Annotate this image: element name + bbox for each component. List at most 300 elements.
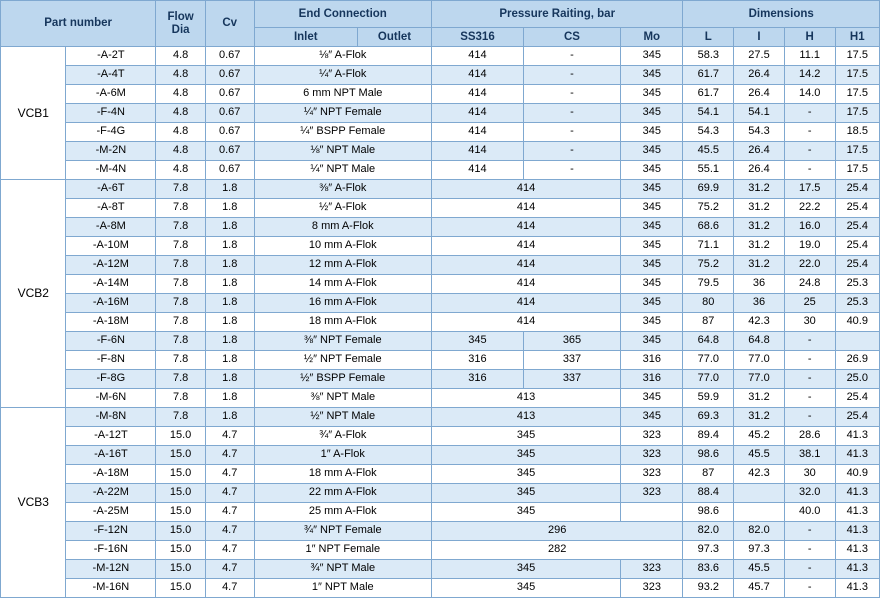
cell-dim-i: 31.2 bbox=[734, 180, 785, 199]
cell-dim-h1: 25.3 bbox=[835, 275, 879, 294]
cell-dim-h: - bbox=[784, 351, 835, 370]
cell-dim-i: 77.0 bbox=[734, 370, 785, 389]
cell-dim-h: 32.0 bbox=[784, 484, 835, 503]
header-cv: Cv bbox=[205, 1, 254, 47]
cell-dim-h: 14.0 bbox=[784, 85, 835, 104]
cell-part-number: -M-6N bbox=[66, 389, 156, 408]
cell-dim-l: 45.5 bbox=[683, 142, 734, 161]
cell-part-number: -A-8T bbox=[66, 199, 156, 218]
cell-dim-i: 82.0 bbox=[734, 522, 785, 541]
cell-inlet: ½″ NPT Male bbox=[254, 408, 431, 427]
cell-dim-l: 58.3 bbox=[683, 47, 734, 66]
cell-dim-l: 93.2 bbox=[683, 579, 734, 598]
cell-dim-i: 31.2 bbox=[734, 408, 785, 427]
table-row bbox=[1, 503, 880, 522]
cell-dim-h1: 17.5 bbox=[835, 47, 879, 66]
header-dim-l: L bbox=[683, 28, 734, 47]
cell-pressure-mo: 316 bbox=[621, 351, 683, 370]
cell-dim-h: - bbox=[784, 332, 835, 351]
cell-pressure-cs: - bbox=[523, 161, 620, 180]
header-outlet: Outlet bbox=[358, 28, 432, 47]
cell-pressure-ss316-cs: 414 bbox=[432, 275, 621, 294]
cell-dim-h1: 41.3 bbox=[835, 579, 879, 598]
cell-dim-i bbox=[734, 503, 785, 522]
header-cs: CS bbox=[523, 28, 620, 47]
cell-pressure-mo: 345 bbox=[621, 275, 683, 294]
cell-cv: 1.8 bbox=[205, 218, 254, 237]
cell-flow-dia: 15.0 bbox=[156, 427, 206, 446]
cell-flow-dia: 15.0 bbox=[156, 446, 206, 465]
cell-dim-i: 54.3 bbox=[734, 123, 785, 142]
cell-flow-dia: 4.8 bbox=[156, 123, 206, 142]
cell-pressure-mo: 345 bbox=[621, 123, 683, 142]
cell-pressure-cs: 365 bbox=[523, 332, 620, 351]
cell-part-number: -A-14M bbox=[66, 275, 156, 294]
cell-dim-h1: 41.3 bbox=[835, 446, 879, 465]
cell-dim-h1: 25.4 bbox=[835, 218, 879, 237]
cell-pressure-mo: 316 bbox=[621, 370, 683, 389]
cell-cv: 0.67 bbox=[205, 85, 254, 104]
cell-dim-h1 bbox=[835, 332, 879, 351]
cell-dim-h: 40.0 bbox=[784, 503, 835, 522]
cell-dim-h: - bbox=[784, 370, 835, 389]
cell-pressure-ss316-cs: 345 bbox=[432, 465, 621, 484]
cell-cv: 0.67 bbox=[205, 123, 254, 142]
cell-cv: 1.8 bbox=[205, 256, 254, 275]
table-row bbox=[1, 370, 880, 389]
cell-part-number: -F-6N bbox=[66, 332, 156, 351]
cell-dim-h1: 25.4 bbox=[835, 256, 879, 275]
cell-inlet: ¼″ A-Flok bbox=[254, 66, 431, 85]
cell-inlet: ¼″ NPT Male bbox=[254, 161, 431, 180]
cell-dim-h1: 25.4 bbox=[835, 180, 879, 199]
cell-flow-dia: 4.8 bbox=[156, 66, 206, 85]
cell-dim-h: - bbox=[784, 104, 835, 123]
cell-dim-h1: 26.9 bbox=[835, 351, 879, 370]
cell-inlet: 18 mm A-Flok bbox=[254, 465, 431, 484]
cell-dim-i: 31.2 bbox=[734, 237, 785, 256]
cell-flow-dia: 4.8 bbox=[156, 47, 206, 66]
cell-inlet: ½″ NPT Female bbox=[254, 351, 431, 370]
cell-dim-i: 36 bbox=[734, 275, 785, 294]
cell-part-number: -A-4T bbox=[66, 66, 156, 85]
cell-inlet: ¾″ NPT Male bbox=[254, 560, 431, 579]
cell-cv: 0.67 bbox=[205, 66, 254, 85]
cell-dim-l: 88.4 bbox=[683, 484, 734, 503]
cell-part-number: -F-8N bbox=[66, 351, 156, 370]
header-part-number: Part number bbox=[1, 1, 156, 47]
cell-dim-h: 38.1 bbox=[784, 446, 835, 465]
cell-pressure-mo bbox=[621, 503, 683, 522]
cell-dim-h: - bbox=[784, 579, 835, 598]
cell-dim-l: 80 bbox=[683, 294, 734, 313]
cell-pressure-ss316-cs: 345 bbox=[432, 446, 621, 465]
table-row bbox=[1, 104, 880, 123]
cell-dim-h1: 17.5 bbox=[835, 161, 879, 180]
header-dim-i: I bbox=[734, 28, 785, 47]
cell-cv: 4.7 bbox=[205, 560, 254, 579]
cell-dim-i: 45.5 bbox=[734, 446, 785, 465]
table-row bbox=[1, 332, 880, 351]
cell-dim-h: 19.0 bbox=[784, 237, 835, 256]
cell-pressure-mo: 345 bbox=[621, 256, 683, 275]
cell-cv: 1.8 bbox=[205, 351, 254, 370]
cell-dim-i bbox=[734, 484, 785, 503]
cell-inlet: ⅛″ A-Flok bbox=[254, 47, 431, 66]
cell-pressure-mo: 323 bbox=[621, 446, 683, 465]
cell-pressure-ss316: 414 bbox=[432, 161, 524, 180]
cell-dim-h1: 25.4 bbox=[835, 408, 879, 427]
cell-flow-dia: 7.8 bbox=[156, 389, 206, 408]
cell-dim-h: 11.1 bbox=[784, 47, 835, 66]
cell-part-number: -A-6T bbox=[66, 180, 156, 199]
cell-pressure-ss316-cs: 345 bbox=[432, 427, 621, 446]
cell-dim-h: - bbox=[784, 541, 835, 560]
header-mo: Mo bbox=[621, 28, 683, 47]
cell-pressure-cs: - bbox=[523, 85, 620, 104]
cell-dim-h1: 25.0 bbox=[835, 370, 879, 389]
cell-flow-dia: 15.0 bbox=[156, 484, 206, 503]
cell-dim-l: 54.1 bbox=[683, 104, 734, 123]
cell-part-number: -M-2N bbox=[66, 142, 156, 161]
cell-inlet: ¼″ BSPP Female bbox=[254, 123, 431, 142]
cell-dim-l: 75.2 bbox=[683, 256, 734, 275]
cell-dim-i: 27.5 bbox=[734, 47, 785, 66]
cell-inlet: ⅜″ NPT Male bbox=[254, 389, 431, 408]
cell-pressure-ss316: 414 bbox=[432, 66, 524, 85]
cell-flow-dia: 4.8 bbox=[156, 142, 206, 161]
cell-inlet: ¼″ NPT Female bbox=[254, 104, 431, 123]
cell-pressure-mo: 345 bbox=[621, 47, 683, 66]
cell-cv: 1.8 bbox=[205, 370, 254, 389]
cell-dim-h1: 41.3 bbox=[835, 560, 879, 579]
table-body bbox=[1, 47, 880, 598]
cell-part-number: -M-16N bbox=[66, 579, 156, 598]
cell-cv: 0.67 bbox=[205, 47, 254, 66]
cell-dim-i: 45.5 bbox=[734, 560, 785, 579]
cell-part-number: -A-16M bbox=[66, 294, 156, 313]
cell-inlet: 18 mm A-Flok bbox=[254, 313, 431, 332]
cell-pressure-cs: 337 bbox=[523, 370, 620, 389]
cell-dim-l: 69.3 bbox=[683, 408, 734, 427]
cell-part-number: -A-2T bbox=[66, 47, 156, 66]
cell-dim-h: - bbox=[784, 522, 835, 541]
cell-pressure-ss316: 414 bbox=[432, 47, 524, 66]
cell-inlet: 25 mm A-Flok bbox=[254, 503, 431, 522]
cell-flow-dia: 4.8 bbox=[156, 161, 206, 180]
cell-flow-dia: 15.0 bbox=[156, 560, 206, 579]
cell-cv: 4.7 bbox=[205, 579, 254, 598]
cell-part-number: -A-8M bbox=[66, 218, 156, 237]
table-row bbox=[1, 275, 880, 294]
cell-flow-dia: 7.8 bbox=[156, 351, 206, 370]
cell-inlet: ⅜″ A-Flok bbox=[254, 180, 431, 199]
cell-inlet: 8 mm A-Flok bbox=[254, 218, 431, 237]
cell-dim-l: 55.1 bbox=[683, 161, 734, 180]
cell-dim-l: 75.2 bbox=[683, 199, 734, 218]
cell-dim-l: 77.0 bbox=[683, 370, 734, 389]
cell-pressure-ss316-cs: 345 bbox=[432, 560, 621, 579]
cell-dim-i: 31.2 bbox=[734, 389, 785, 408]
cell-flow-dia: 7.8 bbox=[156, 237, 206, 256]
cell-dim-i: 64.8 bbox=[734, 332, 785, 351]
cell-flow-dia: 15.0 bbox=[156, 522, 206, 541]
cell-pressure-mo: 345 bbox=[621, 161, 683, 180]
cell-pressure-cs: - bbox=[523, 123, 620, 142]
table-row bbox=[1, 123, 880, 142]
cell-dim-i: 31.2 bbox=[734, 256, 785, 275]
cell-pressure-mo: 345 bbox=[621, 237, 683, 256]
cell-pressure-mo: 345 bbox=[621, 332, 683, 351]
cell-dim-l: 89.4 bbox=[683, 427, 734, 446]
table-row bbox=[1, 408, 880, 427]
cell-pressure-combined: 282 bbox=[432, 541, 683, 560]
cell-dim-h: - bbox=[784, 389, 835, 408]
cell-dim-h1: 25.4 bbox=[835, 199, 879, 218]
cell-pressure-ss316-cs: 414 bbox=[432, 199, 621, 218]
table-row bbox=[1, 180, 880, 199]
cell-dim-h: 25 bbox=[784, 294, 835, 313]
cell-dim-h1: 17.5 bbox=[835, 85, 879, 104]
cell-pressure-mo: 345 bbox=[621, 218, 683, 237]
header-dimensions: Dimensions bbox=[683, 1, 880, 28]
cell-part-number: -A-12T bbox=[66, 427, 156, 446]
cell-dim-h1: 17.5 bbox=[835, 142, 879, 161]
header-flow-dia bbox=[156, 1, 206, 47]
cell-dim-h: 30 bbox=[784, 465, 835, 484]
cell-flow-dia: 7.8 bbox=[156, 294, 206, 313]
cell-pressure-cs: - bbox=[523, 142, 620, 161]
cell-dim-h1: 25.4 bbox=[835, 237, 879, 256]
cell-cv: 1.8 bbox=[205, 408, 254, 427]
cell-flow-dia: 7.8 bbox=[156, 218, 206, 237]
cell-cv: 1.8 bbox=[205, 237, 254, 256]
cell-part-number: -A-10M bbox=[66, 237, 156, 256]
group-label-vcb3: VCB3 bbox=[1, 408, 66, 598]
cell-pressure-cs: - bbox=[523, 104, 620, 123]
cell-dim-h: 22.2 bbox=[784, 199, 835, 218]
cell-pressure-mo: 345 bbox=[621, 85, 683, 104]
cell-dim-i: 54.1 bbox=[734, 104, 785, 123]
cell-pressure-cs: 337 bbox=[523, 351, 620, 370]
cell-flow-dia: 7.8 bbox=[156, 332, 206, 351]
table-row bbox=[1, 66, 880, 85]
cell-pressure-mo: 345 bbox=[621, 294, 683, 313]
table-row bbox=[1, 351, 880, 370]
cell-dim-h: 17.5 bbox=[784, 180, 835, 199]
cell-flow-dia: 4.8 bbox=[156, 104, 206, 123]
cell-cv: 1.8 bbox=[205, 275, 254, 294]
cell-inlet: 22 mm A-Flok bbox=[254, 484, 431, 503]
cell-dim-i: 45.7 bbox=[734, 579, 785, 598]
cell-dim-h1: 18.5 bbox=[835, 123, 879, 142]
table-row bbox=[1, 218, 880, 237]
table-row bbox=[1, 560, 880, 579]
cell-dim-l: 71.1 bbox=[683, 237, 734, 256]
table-row bbox=[1, 256, 880, 275]
cell-pressure-ss316: 414 bbox=[432, 104, 524, 123]
cell-dim-h1: 41.3 bbox=[835, 541, 879, 560]
cell-dim-h1: 25.3 bbox=[835, 294, 879, 313]
cell-cv: 1.8 bbox=[205, 180, 254, 199]
table-row bbox=[1, 142, 880, 161]
cell-dim-h1: 17.5 bbox=[835, 104, 879, 123]
header-flow-dia-line1: Flow bbox=[167, 11, 194, 24]
cell-pressure-mo: 345 bbox=[621, 389, 683, 408]
group-label-vcb1: VCB1 bbox=[1, 47, 66, 180]
cell-pressure-ss316-cs: 414 bbox=[432, 294, 621, 313]
cell-pressure-cs: - bbox=[523, 66, 620, 85]
cell-dim-l: 64.8 bbox=[683, 332, 734, 351]
cell-dim-i: 36 bbox=[734, 294, 785, 313]
cell-dim-i: 45.2 bbox=[734, 427, 785, 446]
cell-cv: 0.67 bbox=[205, 104, 254, 123]
cell-pressure-ss316: 414 bbox=[432, 85, 524, 104]
cell-pressure-mo: 323 bbox=[621, 579, 683, 598]
cell-inlet: ⅛″ NPT Male bbox=[254, 142, 431, 161]
cell-dim-h: - bbox=[784, 161, 835, 180]
cell-pressure-ss316-cs: 345 bbox=[432, 503, 621, 522]
cell-dim-h1: 40.9 bbox=[835, 465, 879, 484]
cell-dim-i: 31.2 bbox=[734, 218, 785, 237]
cell-cv: 1.8 bbox=[205, 294, 254, 313]
table-row bbox=[1, 237, 880, 256]
cell-dim-i: 42.3 bbox=[734, 313, 785, 332]
cell-dim-l: 98.6 bbox=[683, 503, 734, 522]
header-ss316: SS316 bbox=[432, 28, 524, 47]
cell-pressure-mo: 345 bbox=[621, 408, 683, 427]
cell-dim-h: 16.0 bbox=[784, 218, 835, 237]
cell-pressure-combined: 296 bbox=[432, 522, 683, 541]
cell-pressure-mo: 345 bbox=[621, 104, 683, 123]
cell-part-number: -A-12M bbox=[66, 256, 156, 275]
table-row bbox=[1, 313, 880, 332]
cell-dim-l: 61.7 bbox=[683, 85, 734, 104]
cell-part-number: -M-8N bbox=[66, 408, 156, 427]
cell-pressure-ss316-cs: 345 bbox=[432, 484, 621, 503]
cell-dim-i: 42.3 bbox=[734, 465, 785, 484]
table-row bbox=[1, 522, 880, 541]
cell-part-number: -M-12N bbox=[66, 560, 156, 579]
cell-dim-l: 69.9 bbox=[683, 180, 734, 199]
header-dim-h1: H1 bbox=[835, 28, 879, 47]
cell-cv: 1.8 bbox=[205, 313, 254, 332]
cell-pressure-ss316-cs: 413 bbox=[432, 389, 621, 408]
cell-dim-l: 77.0 bbox=[683, 351, 734, 370]
cell-cv: 4.7 bbox=[205, 541, 254, 560]
cell-pressure-mo: 323 bbox=[621, 484, 683, 503]
cell-flow-dia: 15.0 bbox=[156, 579, 206, 598]
cell-dim-h1: 41.3 bbox=[835, 427, 879, 446]
cell-pressure-ss316: 345 bbox=[432, 332, 524, 351]
cell-dim-i: 31.2 bbox=[734, 199, 785, 218]
cell-dim-h1: 40.9 bbox=[835, 313, 879, 332]
cell-inlet: ⅜″ NPT Female bbox=[254, 332, 431, 351]
group-label-vcb2: VCB2 bbox=[1, 180, 66, 408]
table-row bbox=[1, 85, 880, 104]
cell-flow-dia: 7.8 bbox=[156, 256, 206, 275]
cell-pressure-ss316-cs: 413 bbox=[432, 408, 621, 427]
cell-pressure-ss316-cs: 414 bbox=[432, 180, 621, 199]
cell-dim-l: 97.3 bbox=[683, 541, 734, 560]
cell-pressure-mo: 323 bbox=[621, 427, 683, 446]
header-dim-h: H bbox=[784, 28, 835, 47]
cell-dim-h: 28.6 bbox=[784, 427, 835, 446]
cell-dim-l: 98.6 bbox=[683, 446, 734, 465]
cell-pressure-cs: - bbox=[523, 47, 620, 66]
cell-pressure-ss316: 414 bbox=[432, 123, 524, 142]
cell-dim-h: 22.0 bbox=[784, 256, 835, 275]
cell-cv: 4.7 bbox=[205, 465, 254, 484]
cell-dim-l: 87 bbox=[683, 313, 734, 332]
header-inlet: Inlet bbox=[254, 28, 358, 47]
cell-dim-i: 97.3 bbox=[734, 541, 785, 560]
cell-part-number: -F-12N bbox=[66, 522, 156, 541]
cell-dim-h: - bbox=[784, 560, 835, 579]
cell-dim-l: 54.3 bbox=[683, 123, 734, 142]
header-flow-dia-line2: Dia bbox=[171, 23, 190, 36]
cell-dim-l: 79.5 bbox=[683, 275, 734, 294]
cell-inlet: 1″ A-Flok bbox=[254, 446, 431, 465]
cell-part-number: -A-25M bbox=[66, 503, 156, 522]
table-row bbox=[1, 446, 880, 465]
cell-dim-h1: 41.3 bbox=[835, 522, 879, 541]
cell-pressure-ss316-cs: 414 bbox=[432, 218, 621, 237]
cell-pressure-mo: 345 bbox=[621, 199, 683, 218]
cell-dim-i: 26.4 bbox=[734, 161, 785, 180]
cell-dim-i: 26.4 bbox=[734, 85, 785, 104]
cell-pressure-mo: 345 bbox=[621, 142, 683, 161]
cell-flow-dia: 7.8 bbox=[156, 199, 206, 218]
cell-cv: 1.8 bbox=[205, 332, 254, 351]
table-row bbox=[1, 579, 880, 598]
cell-dim-l: 61.7 bbox=[683, 66, 734, 85]
cell-dim-h: 30 bbox=[784, 313, 835, 332]
cell-dim-h1: 17.5 bbox=[835, 66, 879, 85]
cell-pressure-mo: 345 bbox=[621, 313, 683, 332]
cell-dim-h: - bbox=[784, 123, 835, 142]
cell-dim-l: 87 bbox=[683, 465, 734, 484]
cell-dim-l: 83.6 bbox=[683, 560, 734, 579]
cell-flow-dia: 7.8 bbox=[156, 275, 206, 294]
cell-pressure-mo: 345 bbox=[621, 66, 683, 85]
cell-flow-dia: 4.8 bbox=[156, 85, 206, 104]
cell-part-number: -A-18M bbox=[66, 465, 156, 484]
cell-part-number: -A-6M bbox=[66, 85, 156, 104]
cell-inlet: ½″ BSPP Female bbox=[254, 370, 431, 389]
cell-dim-h1: 41.3 bbox=[835, 484, 879, 503]
cell-dim-l: 59.9 bbox=[683, 389, 734, 408]
cell-dim-h: - bbox=[784, 408, 835, 427]
cell-dim-l: 82.0 bbox=[683, 522, 734, 541]
table-header bbox=[1, 1, 880, 47]
cell-part-number: -F-16N bbox=[66, 541, 156, 560]
cell-pressure-ss316-cs: 414 bbox=[432, 313, 621, 332]
cell-dim-i: 26.4 bbox=[734, 66, 785, 85]
table-row bbox=[1, 541, 880, 560]
cell-part-number: -A-18M bbox=[66, 313, 156, 332]
cell-inlet: 1″ NPT Female bbox=[254, 541, 431, 560]
cell-inlet: 1″ NPT Male bbox=[254, 579, 431, 598]
cell-dim-i: 26.4 bbox=[734, 142, 785, 161]
header-row-top bbox=[1, 1, 880, 28]
cell-part-number: -F-4N bbox=[66, 104, 156, 123]
cell-dim-l: 68.6 bbox=[683, 218, 734, 237]
cell-pressure-ss316: 316 bbox=[432, 351, 524, 370]
cell-pressure-ss316-cs: 414 bbox=[432, 256, 621, 275]
cell-cv: 4.7 bbox=[205, 427, 254, 446]
cell-inlet: ¾″ A-Flok bbox=[254, 427, 431, 446]
